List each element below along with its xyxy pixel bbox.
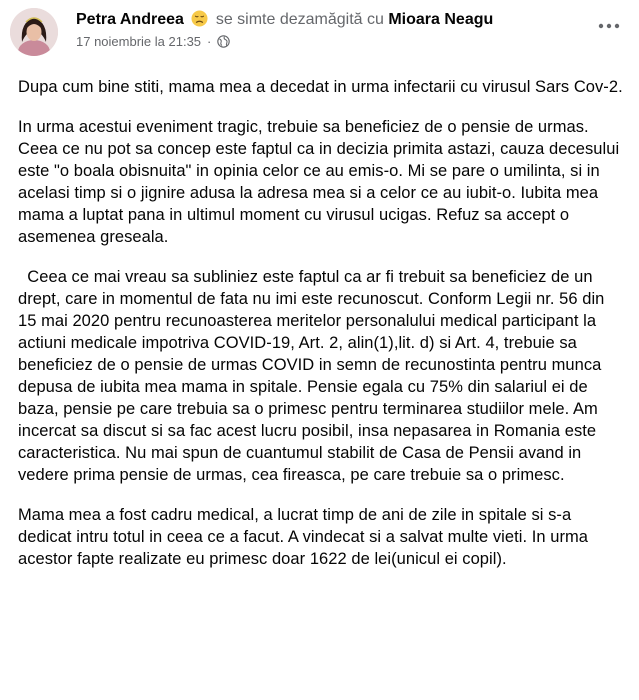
avatar[interactable] [10, 8, 58, 56]
feeling-text: se simte dezamăgită cu [215, 11, 384, 28]
author-name[interactable]: Petra Andreea [76, 11, 184, 28]
more-options-icon [597, 23, 621, 29]
meta-separator: · [207, 34, 212, 49]
disappointed-face-icon [191, 10, 208, 27]
post-body [18, 76, 624, 588]
header-text [76, 9, 493, 49]
post-paragraph-3: Ceea ce mai vreau sa subliniez este faptul ca ar fi trebuit sa beneficiez de un drept, care in momentul de fata nu imi este recunoscut. Conform Legii nr. 56 din 15 mai 2020 pentru recunoasterea meritelor personalului medical participant la actiuni medicale impotriva COVID-19, Art. 2, alin(1),lit. d) si Art. 4, trebuie sa beneficiez de o pensie de urmas COVID in semn de recunostinta pentru munca depusa de iubita mea mama in spitale. Pensie egala cu 75% din salariul ei de baza, pensie pe care trebuia sa o primesc pentru terminarea studiilor mele. Am incercat sa discut si sa fac acest lucru posibil, insa nepasarea in Romania este caracteristica. Nu mai spun de cuantumul stabilit de Casa de Pensii avand in vedere prima pensie de urmas, cea fireasca, pe care trebuie sa o primesc. [18, 268, 610, 484]
tagged-person[interactable]: Mioara Neagu [388, 11, 494, 28]
post-paragraph-1: Dupa cum bine stiti, mama mea a decedat in urma infectarii cu virusul Sars Cov-2. [18, 78, 623, 96]
post-meta [76, 34, 493, 49]
post-paragraph-4: Mama mea a fost cadru medical, a lucrat timp de ani de zile in spitale si s-a dedicat intru totul in ceea ce a facut. A vindecat si a salvat multe vieti. In urma acestor fapte realizate eu primesc doar 1622 de lei(unicul ei copil). [18, 506, 593, 568]
post-timestamp[interactable]: 17 noiembrie la 21:35 [76, 34, 202, 49]
globe-icon[interactable] [217, 35, 230, 48]
author-line [76, 9, 493, 31]
post-header [10, 4, 630, 68]
avatar-image [10, 8, 58, 56]
more-options-button[interactable] [591, 14, 627, 38]
post-paragraph-2: In urma acestui eveniment tragic, trebuie sa beneficiez de o pensie de urmas. Ceea ce nu pot sa concep este faptul ca in decizia primita astazi, cauza decesului este "o boala obisnuita" in opinia celor ce au emis-o. Mi se pare o umilinta, si in acelasi timp si o jignire adusa la adresa mea si a celor ce au iubit-o. Iubita mea mama a luptat pana in ultimul moment cu virusul ucigas. Refuz sa accept o asemenea greseala. [18, 118, 624, 246]
